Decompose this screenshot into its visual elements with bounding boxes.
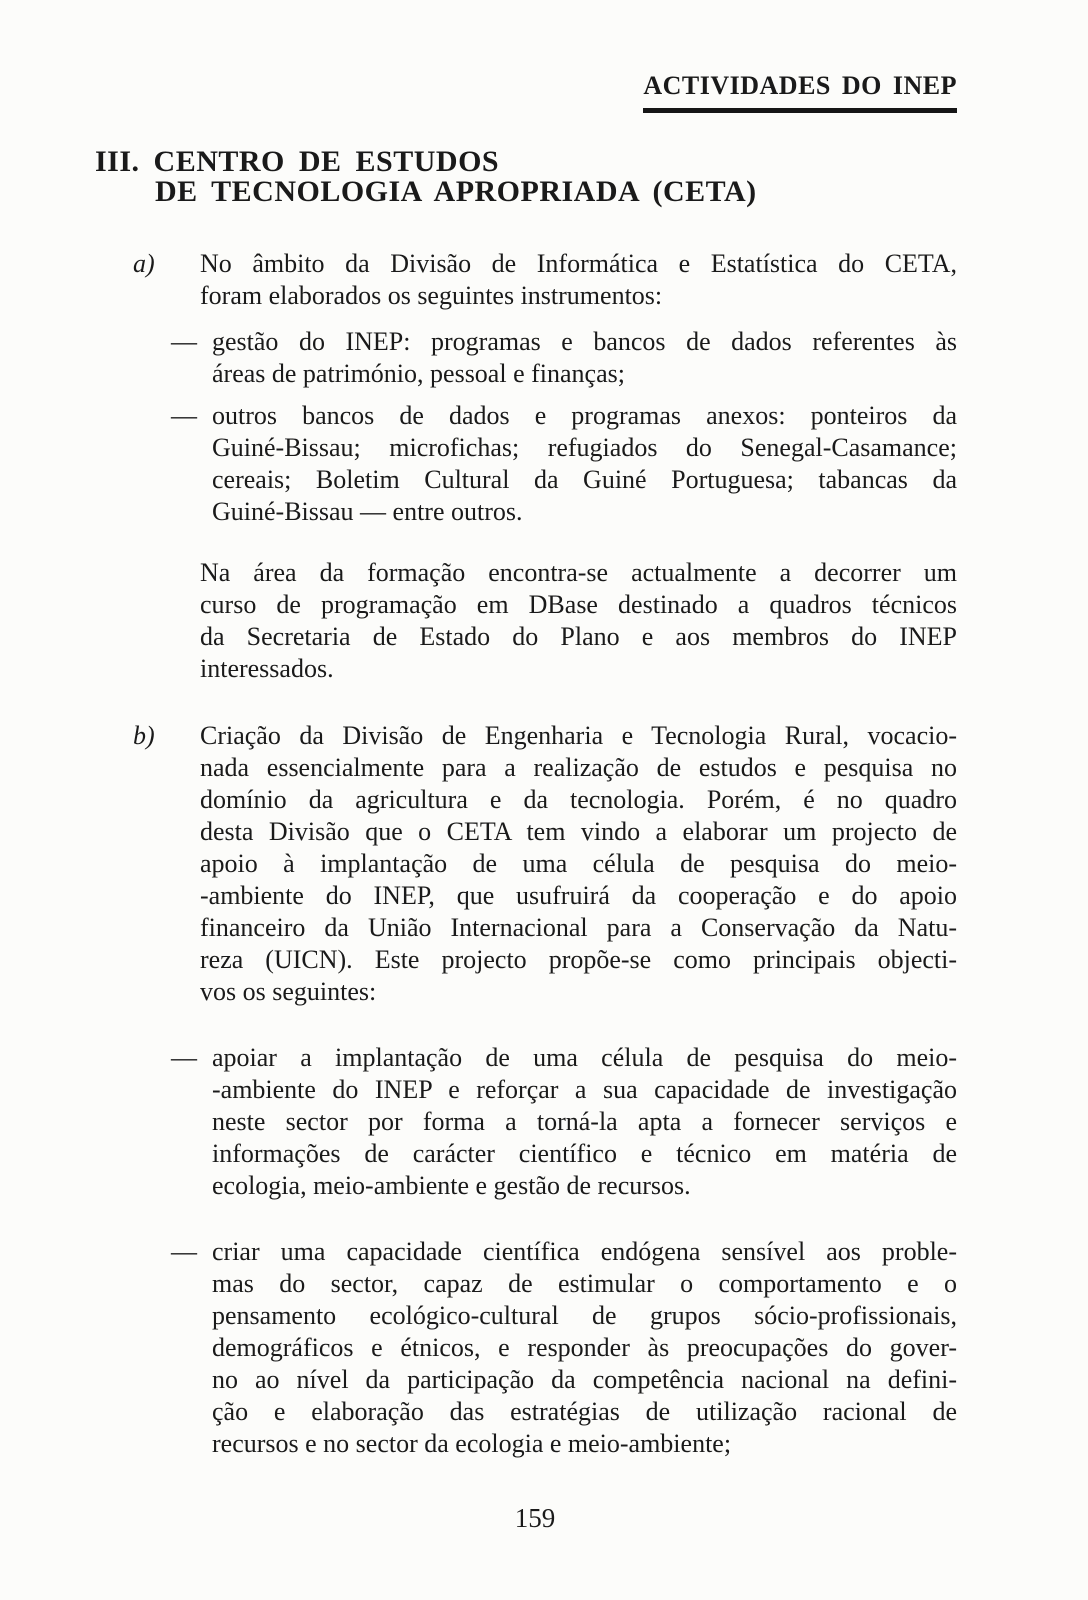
text-line: mas do sector, capaz de estimular o comportamento e o bbox=[212, 1269, 957, 1298]
item-a-marker: a) bbox=[133, 249, 155, 278]
text-line: apoiar a implantação de uma célula de pesquisa do meio- bbox=[212, 1043, 957, 1072]
em-dash-marker: — bbox=[171, 401, 197, 430]
text-line: ecologia, meio-ambiente e gestão de recursos. bbox=[212, 1171, 691, 1200]
item-b-bullet-2-text bbox=[212, 1236, 957, 1460]
text-line: pensamento ecológico-cultural de grupos sócio-profissionais, bbox=[212, 1301, 957, 1330]
text-line: demográficos e étnicos, e responder às preocupações do gover- bbox=[212, 1333, 957, 1362]
item-b-intro-paragraph bbox=[200, 720, 957, 1008]
text-line: Guiné-Bissau — entre outros. bbox=[212, 497, 523, 526]
item-a-bullet-2-text bbox=[212, 400, 957, 528]
em-dash-marker: — bbox=[171, 1043, 197, 1072]
text-line: Na área da formação encontra-se actualmente a decorrer um bbox=[200, 558, 957, 587]
section-title bbox=[95, 147, 757, 207]
text-line: foram elaborados os seguintes instrumentos: bbox=[200, 281, 663, 310]
section-title-line-2: DE TECNOLOGIA APROPRIADA (CETA) bbox=[155, 175, 757, 208]
item-a-bullet-1-text bbox=[212, 326, 957, 390]
item-b-bullet-1-text bbox=[212, 1042, 957, 1202]
text-line: -ambiente do INEP, que usufruirá da cooperação e do apoio bbox=[200, 881, 957, 910]
text-line: cereais; Boletim Cultural da Guiné Portuguesa; tabancas da bbox=[212, 465, 957, 494]
text-line: Guiné-Bissau; microfichas; refugiados do Senegal-Casamance; bbox=[212, 433, 957, 462]
em-dash-marker: — bbox=[171, 327, 197, 356]
text-line: recursos e no sector da ecologia e meio-ambiente; bbox=[212, 1429, 732, 1458]
text-line: nada essencialmente para a realização de estudos e pesquisa no bbox=[200, 753, 957, 782]
item-a-intro-paragraph bbox=[200, 248, 957, 312]
text-line: domínio da agricultura e da tecnologia. Porém, é no quadro bbox=[200, 785, 957, 814]
text-line: áreas de património, pessoal e finanças; bbox=[212, 359, 625, 388]
text-line: criar uma capacidade científica endógena sensível aos proble- bbox=[212, 1237, 957, 1266]
text-line: da Secretaria de Estado do Plano e aos membros do INEP bbox=[200, 622, 957, 651]
text-line: No âmbito da Divisão de Informática e Estatística do CETA, bbox=[200, 249, 957, 278]
item-b-marker: b) bbox=[133, 721, 155, 750]
text-line: vos os seguintes: bbox=[200, 977, 377, 1006]
text-line: reza (UICN). Este projecto propõe-se como principais objecti- bbox=[200, 945, 957, 974]
item-a-bullet-1 bbox=[171, 326, 957, 390]
text-line: no ao nível da participação da competência nacional na defini- bbox=[212, 1365, 957, 1394]
text-line: curso de programação em DBase destinado a quadros técnicos bbox=[200, 590, 957, 619]
text-line: financeiro da União Internacional para a Conservação da Natu- bbox=[200, 913, 957, 942]
text-line: -ambiente do INEP e reforçar a sua capacidade de investigação bbox=[212, 1075, 957, 1104]
text-line: informações de carácter científico e técnico em matéria de bbox=[212, 1139, 957, 1168]
running-header: ACTIVIDADES DO INEP bbox=[643, 70, 957, 113]
text-line: gestão do INEP: programas e bancos de dados referentes às bbox=[212, 327, 957, 356]
em-dash-marker: — bbox=[171, 1237, 197, 1266]
page-number: 159 bbox=[514, 1503, 556, 1533]
text-line: ção e elaboração das estratégias de utilização racional de bbox=[212, 1397, 957, 1426]
item-b-bullet-1 bbox=[171, 1042, 957, 1202]
text-line: desta Divisão que o CETA tem vindo a elaborar um projecto de bbox=[200, 817, 957, 846]
text-line: apoio à implantação de uma célula de pesquisa do meio- bbox=[200, 849, 957, 878]
text-line: interessados. bbox=[200, 654, 334, 683]
item-b-bullet-2 bbox=[171, 1236, 957, 1460]
text-line: Criação da Divisão de Engenharia e Tecnologia Rural, vocacio- bbox=[200, 721, 957, 750]
section-title-line-1: III. CENTRO DE ESTUDOS bbox=[95, 145, 500, 178]
item-a-bullet-2 bbox=[171, 400, 957, 528]
text-line: outros bancos de dados e programas anexos: ponteiros da bbox=[212, 401, 957, 430]
text-line: neste sector por forma a torná-la apta a fornecer serviços e bbox=[212, 1107, 957, 1136]
item-a-followup-paragraph bbox=[200, 557, 957, 685]
